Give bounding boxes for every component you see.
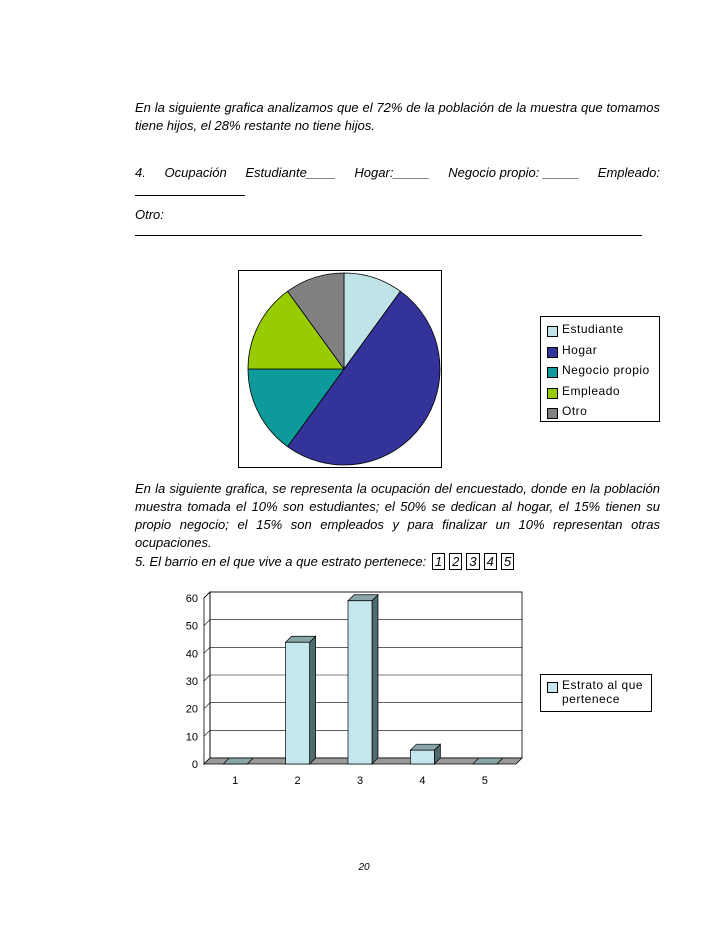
legend-swatch: [547, 408, 558, 419]
side-wall-gridline: [204, 703, 210, 709]
y-tick-label: 60: [185, 593, 198, 605]
x-tick-label: 1: [232, 775, 239, 787]
legend-label: Estrato al que pertenece: [562, 678, 644, 706]
side-wall-gridline: [204, 730, 210, 736]
y-tick-label: 0: [191, 759, 198, 771]
bar-2: [286, 636, 316, 764]
otro-blank-line: [135, 235, 642, 236]
x-tick-label: 5: [481, 775, 488, 787]
bar-chart-figure: [160, 590, 540, 795]
estrato-box-5: 5: [501, 553, 514, 570]
legend-label: Negocio propio: [562, 363, 650, 377]
x-tick-label: 3: [356, 775, 364, 787]
estrato-box-2: 2: [449, 553, 462, 570]
pie-chart-figure: [238, 270, 442, 468]
legend-swatch: [547, 367, 558, 378]
bar-3: [348, 595, 378, 764]
y-tick-label: 40: [185, 648, 198, 661]
y-tick-label: 10: [185, 731, 198, 744]
side-wall-gridline: [204, 620, 210, 626]
otro-label: Otro:: [135, 207, 164, 222]
pie-chart: [239, 271, 441, 467]
option-estudiante: Estudiante____: [245, 165, 336, 180]
page-number: 20: [358, 862, 370, 873]
pie-legend: [540, 316, 660, 422]
bar-chart: [160, 590, 540, 795]
question-4-prefix: 4.: [135, 165, 146, 180]
bar-side: [310, 636, 316, 764]
legend-swatch: [547, 682, 558, 693]
side-wall-gridline: [204, 675, 210, 681]
option-hogar: Hogar:_____: [354, 165, 430, 180]
bar-front: [286, 642, 310, 764]
legend-label: Empleado: [562, 383, 621, 398]
empleado-blank-line: [135, 195, 245, 196]
bar-front: [410, 750, 434, 764]
question-4-label: Ocupación: [164, 165, 227, 180]
estrato-box-3: 3: [466, 553, 479, 570]
bar-4: [410, 744, 440, 764]
intro-paragraph: En la siguiente grafica analizamos que el 72% de la población de la muestra que tomamos tiene hijos, el 28% restante no tiene hijos.: [135, 100, 660, 133]
bar-legend: [540, 674, 652, 712]
option-negocio-propio: Negocio propio: _____: [448, 165, 580, 180]
legend-label: Otro: [562, 404, 588, 418]
occupation-paragraph: En la siguiente grafica, se representa la ocupación del encuestado, donde en la población muestra tomada el 10% son estudiantes; el 50% se dedican al hogar, el 15% tienen su propio negocio; el 15% son empleados y para finalizar un 10% representan otras ocupaciones.: [135, 481, 660, 550]
question-5-line: [135, 553, 516, 571]
legend-label: Estudiante: [562, 322, 624, 336]
option-empleado: Empleado:: [597, 165, 660, 180]
x-tick-label: 4: [419, 775, 426, 787]
y-tick-label: 50: [185, 620, 198, 633]
side-wall-gridline: [204, 647, 210, 653]
question-4-line: [135, 164, 660, 182]
y-tick-label: 20: [185, 703, 198, 716]
legend-label: Hogar: [562, 342, 598, 357]
bar-side: [372, 595, 378, 764]
estrato-box-4: 4: [484, 553, 497, 570]
y-tick-label: 30: [185, 676, 198, 688]
x-tick-label: 2: [294, 775, 301, 787]
legend-swatch: [547, 347, 558, 358]
legend-swatch: [547, 388, 558, 399]
bar-front: [348, 601, 372, 764]
question-5-text: 5. El barrio en el que vive a que estrato pertenece:: [135, 554, 427, 569]
estrato-box-1: 1: [432, 553, 445, 570]
legend-swatch: [547, 326, 558, 337]
